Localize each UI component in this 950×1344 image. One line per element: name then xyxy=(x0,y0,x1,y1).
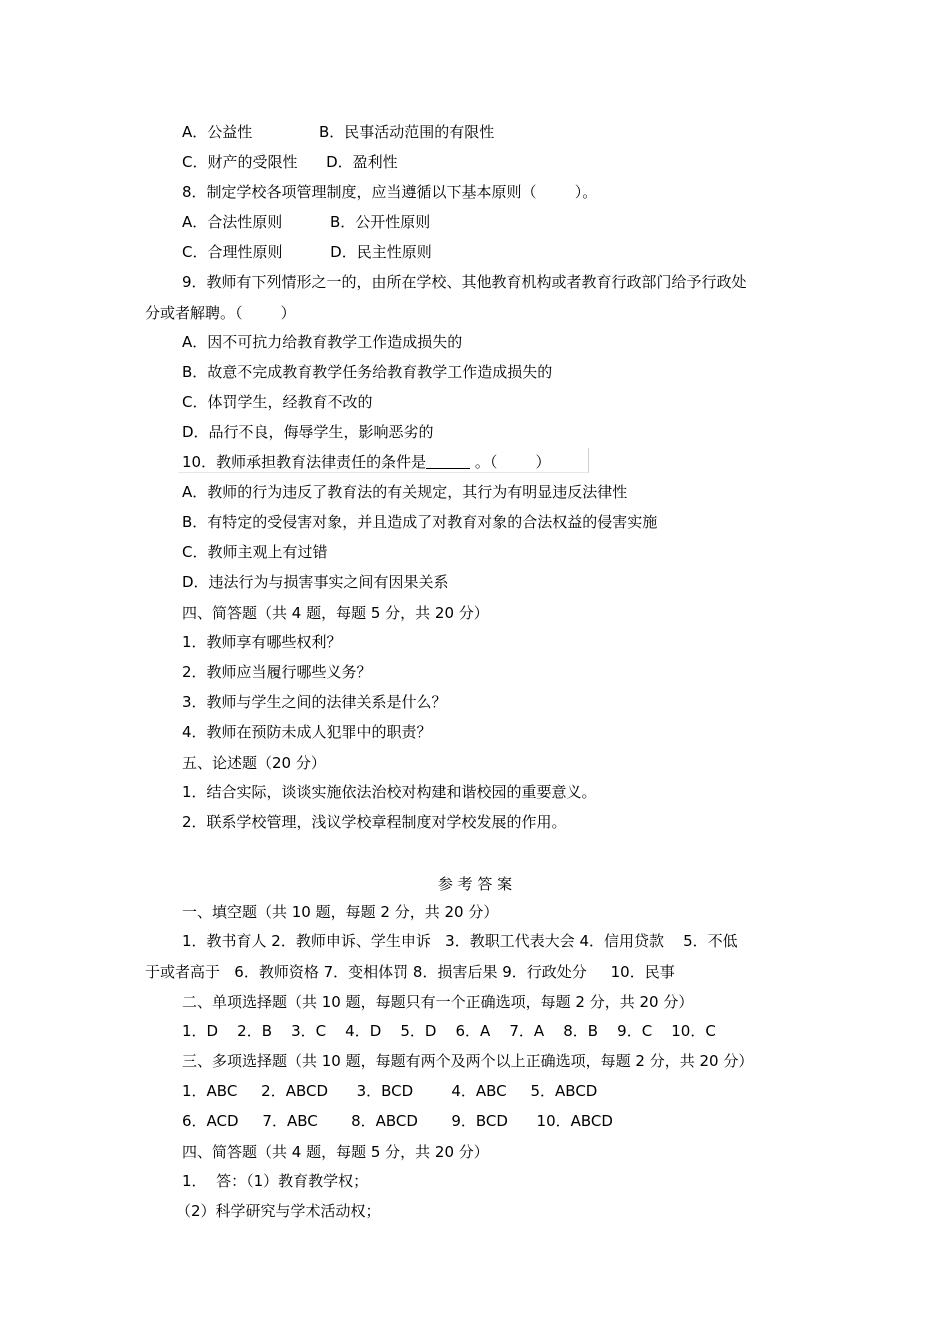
essay-2: 2．联系学校管理，浅议学校章程制度对学校发展的作用。 xyxy=(182,813,567,831)
essay-1: 1．结合实际，谈谈实施依法治校对构建和谐校园的重要意义。 xyxy=(182,783,597,801)
section-4-heading: 四、简答题（共 4 题，每题 5 分，共 20 分） xyxy=(182,604,489,622)
answer-section-3-heading: 三、多项选择题（共 10 题，每题有两个及两个以上正确选项，每题 2 分，共 20 分） xyxy=(182,1052,754,1070)
question-10-text: 10．教师承担教育法律责任的条件是 xyxy=(182,453,427,471)
q8-options-cd: C．合理性原则 D．民主性原则 xyxy=(182,243,432,261)
question-9: 9．教师有下列情形之一的，由所在学校、其他教育机构或者教育行政部门给予行政处 xyxy=(182,273,747,291)
answer-section-1-line-2: 于或者高于 6．教师资格 7．变相体罚 8．损害后果 9．行政处分 10．民事 xyxy=(145,963,675,981)
q7-options-ab: A．公益性 B．民事活动范围的有限性 xyxy=(182,123,495,141)
answer-section-4-item-2: （2）科学研究与学术活动权； xyxy=(176,1202,381,1220)
q9-option-d: D．品行不良，侮辱学生，影响恶劣的 xyxy=(182,423,434,441)
q10-option-b: B．有特定的受侵害对象，并且造成了对教育对象的合法权益的侵害实施 xyxy=(182,513,658,531)
answer-section-1-heading: 一、填空题（共 10 题，每题 2 分，共 20 分） xyxy=(182,903,499,921)
answer-section-2-answers: 1．D 2．B 3．C 4．D 5．D 6．A 7．A 8．B 9．C 10．C xyxy=(182,1022,716,1040)
answer-blank xyxy=(426,454,470,469)
q9-option-c: C．体罚学生，经教育不改的 xyxy=(182,393,373,411)
section-5-heading: 五、论述题（20 分） xyxy=(182,754,326,772)
answer-section-4-item-1: 1． 答：（1）教育教学权； xyxy=(182,1172,369,1190)
question-10 xyxy=(182,452,551,472)
short-answer-3: 3．教师与学生之间的法律关系是什么？ xyxy=(182,693,447,711)
answer-section-3-row-1: 1．ABC 2．ABCD 3．BCD 4．ABC 5．ABCD xyxy=(182,1082,598,1100)
q9-option-b: B．故意不完成教育教学任务给教育教学工作造成损失的 xyxy=(182,363,553,381)
q8-options-ab: A．合法性原则 B．公开性原则 xyxy=(182,213,431,231)
short-answer-2: 2．教师应当履行哪些义务？ xyxy=(182,663,372,681)
question-9-cont: 分或者解聘。（ ） xyxy=(145,304,296,322)
q10-option-a: A．教师的行为违反了教育法的有关规定，其行为有明显违反法律性 xyxy=(182,483,628,501)
question-8: 8．制定学校各项管理制度，应当遵循以下基本原则（ ）。 xyxy=(182,183,598,201)
answer-section-2-heading: 二、单项选择题（共 10 题，每题只有一个正确选项，每题 2 分，共 20 分） xyxy=(182,993,694,1011)
q10-option-c: C．教师主观上有过错 xyxy=(182,543,328,561)
question-10-paren: 。（ ） xyxy=(470,453,551,471)
q9-option-a: A．因不可抗力给教育教学工作造成损失的 xyxy=(182,333,463,351)
answer-section-3-row-2: 6．ACD 7．ABC 8．ABCD 9．BCD 10．ABCD xyxy=(182,1112,613,1130)
answer-section-1-line-1: 1．教书育人 2．教师申诉、学生申诉 3．教职工代表大会 4．信用贷款 5．不低 xyxy=(182,932,738,950)
q10-option-d: D．违法行为与损害事实之间有因果关系 xyxy=(182,573,449,591)
q7-options-cd: C．财产的受限性 D．盈利性 xyxy=(182,153,398,171)
short-answer-4: 4．教师在预防未成人犯罪中的职责？ xyxy=(182,723,432,741)
answer-section-4-heading: 四、简答题（共 4 题，每题 5 分，共 20 分） xyxy=(182,1143,489,1161)
short-answer-1: 1．教师享有哪些权利？ xyxy=(182,633,342,651)
answer-key-title: 参 考 答 案 xyxy=(437,875,513,893)
